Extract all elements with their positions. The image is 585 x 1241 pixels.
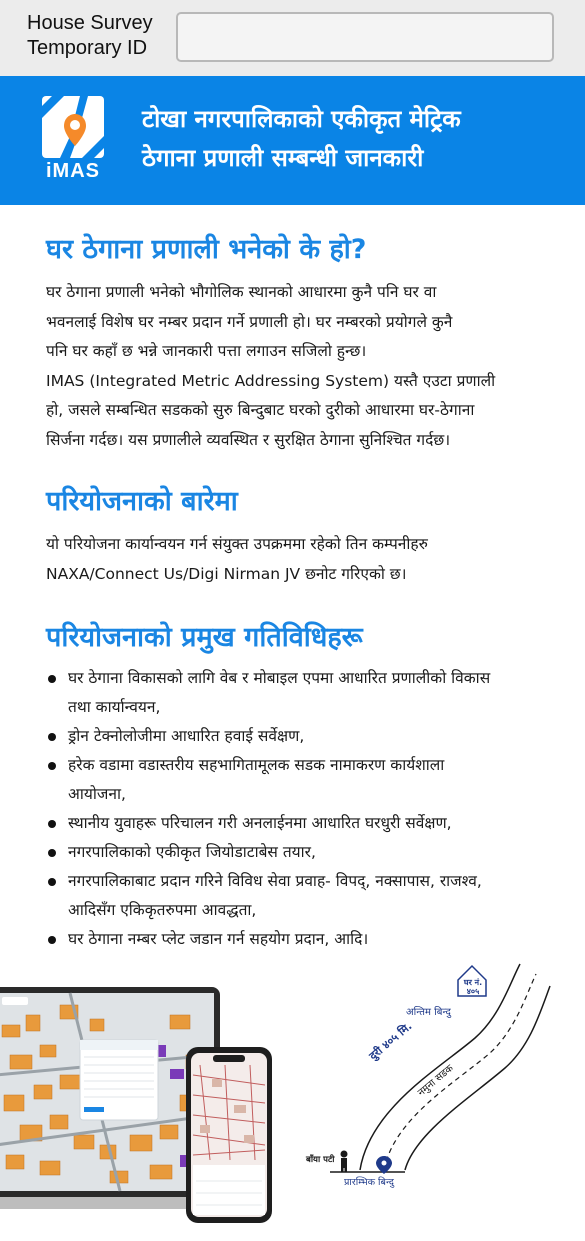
bullet-icon bbox=[48, 878, 56, 886]
body-line: सिर्जना गर्दछ। यस प्रणालीले व्यवस्थित र सुरक्षित ठेगाना सुनिश्चित गर्दछ। bbox=[46, 430, 451, 449]
list-item-line: ड्रोन टेक्नोलोजीमा आधारित हवाई सर्वेक्षण, bbox=[68, 727, 305, 745]
start-point-label: प्रारम्भिक बिन्दु bbox=[344, 1177, 394, 1188]
list-item bbox=[46, 722, 556, 751]
person-icon bbox=[341, 1151, 348, 1173]
list-item bbox=[46, 925, 556, 954]
survey-id-label-line1: House Survey bbox=[27, 12, 153, 34]
left-side-label: बाँया पटी bbox=[306, 1155, 335, 1165]
road-addressing-diagram bbox=[300, 958, 560, 1193]
banner-title-line2: ठेगाना प्रणाली सम्बन्धी जानकारी bbox=[142, 144, 424, 172]
bullet-icon bbox=[48, 762, 56, 770]
banner-title-line1: टोखा नगरपालिकाको एकीकृत मेट्रिक bbox=[142, 105, 461, 133]
house-number-label bbox=[459, 978, 487, 996]
bullet-icon bbox=[48, 733, 56, 741]
bullet-icon bbox=[48, 849, 56, 857]
map-pin-logo-icon bbox=[42, 96, 104, 158]
list-item-line: हरेक वडामा वडास्तरीय सहभागितामूलक सडक नामाकरण कार्यशाला bbox=[68, 756, 445, 774]
list-item bbox=[46, 867, 556, 925]
section-heading-about: परियोजनाको बारेमा bbox=[46, 486, 238, 517]
activities-list bbox=[46, 664, 556, 954]
list-item bbox=[46, 838, 556, 867]
list-item-line: नगरपालिकाको एकीकृत जियोडाटाबेस तयार, bbox=[68, 843, 316, 861]
imas-logo bbox=[42, 96, 104, 186]
list-item bbox=[46, 809, 556, 838]
end-point-label: अन्तिम बिन्दु bbox=[406, 1007, 451, 1018]
list-item-line: आदिसँग एकिकृतरुपमा आवद्धता, bbox=[68, 901, 257, 919]
list-item-line: घर ठेगाना विकासको लागि वेब र मोबाइल एपमा आधारित प्रणालीको विकास bbox=[68, 669, 491, 687]
section-what-is-body bbox=[46, 278, 556, 455]
road-name-label: नमुना सडक bbox=[415, 1062, 456, 1099]
logo-text: iMAS bbox=[46, 160, 100, 182]
temporary-id-input[interactable] bbox=[176, 12, 554, 62]
devices-map-illustration bbox=[0, 985, 285, 1225]
house-number-label-line1: घर नं. bbox=[463, 978, 483, 987]
banner-title bbox=[142, 100, 572, 178]
bullet-icon bbox=[48, 820, 56, 828]
list-item-line: नगरपालिकाबाट प्रदान गरिने विविध सेवा प्रवाह- विपद्, नक्सापास, राजश्व, bbox=[68, 872, 482, 890]
section-about-body bbox=[46, 530, 556, 589]
body-line: हो, जसले सम्बन्धित सडकको सुरु बिन्दुबाट घरको दुरीको आधारमा घर-ठेगाना bbox=[46, 401, 475, 419]
survey-id-bar bbox=[0, 0, 585, 76]
survey-id-label-line2: Temporary ID bbox=[27, 37, 148, 59]
body-line: NAXA/Connect Us/Digi Nirman JV छनोट गरिएको छ। bbox=[46, 564, 407, 583]
list-item bbox=[46, 664, 556, 722]
distance-label: दुरी ४०५ मि. bbox=[366, 1019, 415, 1063]
section-heading-what-is: घर ठेगाना प्रणाली भनेको के हो? bbox=[46, 234, 367, 265]
list-item bbox=[46, 751, 556, 809]
list-item-line: आयोजना, bbox=[68, 785, 126, 803]
section-heading-activities: परियोजनाको प्रमुख गतिविधिहरू bbox=[46, 622, 363, 653]
list-item-line: स्थानीय युवाहरू परिचालन गरी अनलाईनमा आधारित घरधुरी सर्वेक्षण, bbox=[68, 814, 452, 832]
body-line: IMAS (Integrated Metric Addressing System) यस्तै एउटा प्रणाली bbox=[46, 371, 496, 390]
list-item-line: तथा कार्यान्वयन, bbox=[68, 698, 161, 716]
body-line: पनि घर कहाँ छ भन्ने जानकारी पत्ता लगाउन सजिलो हुन्छ। bbox=[46, 342, 367, 360]
list-item-line: घर ठेगाना नम्बर प्लेट जडान गर्न सहयोग प्रदान, आदि। bbox=[68, 930, 369, 948]
survey-id-label bbox=[27, 11, 153, 61]
bullet-icon bbox=[48, 936, 56, 944]
house-number-label-line2: ४०५ bbox=[466, 987, 480, 996]
body-line: घर ठेगाना प्रणाली भनेको भौगोलिक स्थानको आधारमा कुनै पनि घर वा bbox=[46, 283, 437, 301]
header-banner bbox=[0, 76, 585, 205]
body-line: भवनलाई विशेष घर नम्बर प्रदान गर्ने प्रणाली हो। घर नम्बरको प्रयोगले कुनै bbox=[46, 312, 453, 331]
body-line: यो परियोजना कार्यान्वयन गर्न संयुक्त उपक्रममा रहेको तिन कम्पनीहरु bbox=[46, 535, 428, 553]
bullet-icon bbox=[48, 675, 56, 683]
